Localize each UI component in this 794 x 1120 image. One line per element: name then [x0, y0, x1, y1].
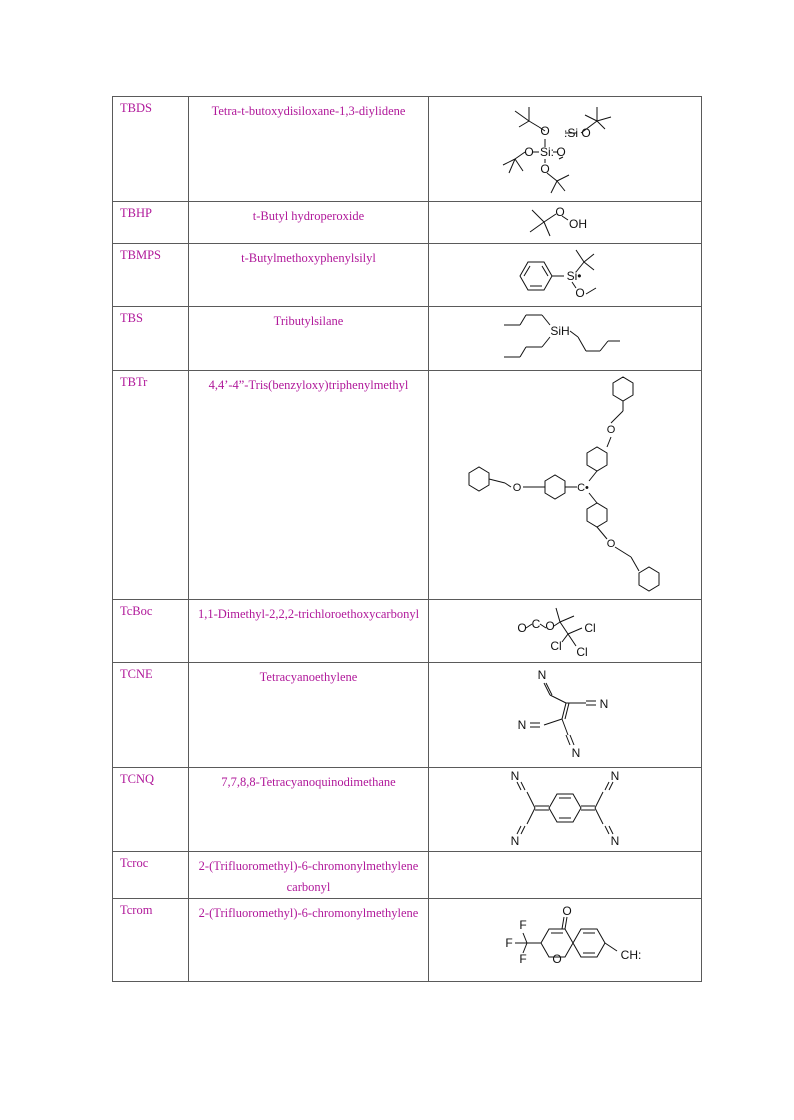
full-name: Tetracyanoethylene — [259, 670, 358, 684]
structure-cell — [429, 307, 702, 371]
table-row — [113, 307, 702, 371]
tbds-oxygen-1: O — [540, 124, 550, 138]
tbhp-hydroxyl: OH — [569, 217, 587, 231]
tcboc-chlorine-3: Cl — [576, 645, 588, 659]
full-name-cell — [189, 307, 429, 371]
tbds-oxygen-2: O — [581, 126, 591, 140]
abbreviation: Tcrom — [120, 903, 153, 917]
abbreviation-cell — [113, 899, 189, 982]
full-name: Tetra-t-butoxydisiloxane-1,3-diylidene — [211, 104, 406, 118]
structure-cell — [429, 663, 702, 768]
tbtr-oxygen-3: O — [606, 538, 616, 550]
full-name: 2-(Trifluoromethyl)-6-chromonylmethylene — [198, 906, 419, 920]
structure-cell — [429, 371, 702, 600]
structure-cell — [429, 768, 702, 852]
structure-cell — [429, 244, 702, 307]
tbhp-structure — [520, 202, 610, 242]
full-name: Tributylsilane — [273, 314, 344, 328]
structure-cell — [429, 600, 702, 663]
abbreviation-cell — [113, 600, 189, 663]
tbds-oxygen-4: O — [556, 145, 566, 159]
tcboc-chlorine-1: Cl — [584, 621, 596, 635]
abbreviation: TCNE — [120, 667, 153, 681]
table-row — [113, 202, 702, 244]
table-row — [113, 371, 702, 600]
full-name-cell — [189, 600, 429, 663]
table-row — [113, 244, 702, 307]
tbhp-oxygen: O — [555, 205, 565, 219]
table-row — [113, 852, 702, 899]
tcrom-fluorine-2: F — [505, 936, 513, 950]
tbtr-oxygen-1: O — [606, 424, 616, 436]
tcrom-ring-oxygen: O — [552, 952, 562, 966]
abbreviation-cell — [113, 852, 189, 899]
tcrom-structure — [485, 899, 645, 979]
tcboc-structure — [510, 600, 620, 660]
abbreviation-cell — [113, 307, 189, 371]
tcne-structure — [510, 663, 620, 763]
table-row — [113, 600, 702, 663]
tcne-nitrogen-3: N — [517, 718, 527, 732]
tcne-nitrogen-4: N — [571, 746, 581, 760]
abbreviation-cell — [113, 371, 189, 600]
abbreviation-cell — [113, 202, 189, 244]
full-name-cell — [189, 202, 429, 244]
table-row — [113, 768, 702, 852]
tbds-silicon-2: :Si — [563, 126, 579, 140]
abbreviation: TBMPS — [120, 248, 161, 262]
tbmps-structure — [510, 244, 620, 304]
tcnq-structure — [495, 768, 635, 848]
tbds-silicon-1: Si: — [539, 145, 555, 159]
abbreviation: TcBoc — [120, 604, 153, 618]
full-name-cell — [189, 663, 429, 768]
full-name-cell — [189, 371, 429, 600]
tcrom-fluorine-3: F — [519, 952, 527, 966]
table-row — [113, 97, 702, 202]
tbtr-oxygen-2: O — [512, 482, 522, 494]
tbmps-silicon-radical: Si• — [566, 269, 582, 283]
tbtr-carbon-radical: C• — [577, 482, 589, 494]
tcboc-chlorine-2: Cl — [550, 639, 562, 653]
full-name-cell — [189, 852, 429, 899]
tcrom-methylidyne: CH: — [620, 948, 642, 962]
full-name: 1,1-Dimethyl-2,2,2-trichloroethoxycarbonyl — [197, 607, 420, 621]
abbreviation: TBTr — [120, 375, 148, 389]
structure-cell — [429, 202, 702, 244]
abbreviation: TBHP — [120, 206, 152, 220]
full-name-cell — [189, 244, 429, 307]
full-name: 7,7,8,8-Tetracyanoquinodimethane — [221, 775, 396, 789]
tcnq-nitrogen-4: N — [610, 834, 620, 848]
tcrom-fluorine-1: F — [519, 918, 527, 932]
table-row — [113, 663, 702, 768]
abbreviation: TCNQ — [120, 772, 155, 786]
abbreviation-cell — [113, 768, 189, 852]
tcboc-carbon: C — [531, 617, 541, 631]
tcnq-nitrogen-2: N — [510, 834, 520, 848]
full-name: t-Butylmethoxyphenylsilyl — [241, 251, 376, 265]
structure-cell — [429, 97, 702, 202]
tcnq-nitrogen-1: N — [510, 769, 520, 783]
tbds-oxygen-3: O — [524, 145, 534, 159]
tbds-oxygen-5: O — [540, 162, 550, 176]
abbreviation-table — [112, 96, 702, 982]
tbmps-oxygen: O — [575, 286, 585, 300]
abbreviation: TBS — [120, 311, 143, 325]
tcboc-oxygen-1: O — [517, 621, 527, 635]
tcne-nitrogen-2: N — [599, 697, 609, 711]
full-name: 2-(Trifluoromethyl)-6-chromonylmethylene carbonyl — [198, 859, 419, 894]
full-name-cell — [189, 899, 429, 982]
abbreviation: TBDS — [120, 101, 152, 115]
tbds-structure — [495, 97, 635, 197]
tbs-silane: SiH — [550, 324, 570, 338]
structure-cell — [429, 899, 702, 982]
tbs-structure — [500, 307, 630, 367]
abbreviation-cell — [113, 663, 189, 768]
abbreviation-cell — [113, 244, 189, 307]
full-name: t-Butyl hydroperoxide — [252, 209, 365, 223]
table-row — [113, 899, 702, 982]
full-name-cell — [189, 768, 429, 852]
tcrom-carbonyl-oxygen: O — [562, 904, 572, 918]
full-name-cell — [189, 97, 429, 202]
tcne-nitrogen-1: N — [537, 668, 547, 682]
tbtr-structure — [455, 371, 675, 597]
tcboc-oxygen-2: O — [545, 619, 555, 633]
full-name: 4,4’-4”-Tris(benzyloxy)triphenylmethyl — [208, 378, 409, 392]
tcnq-nitrogen-3: N — [610, 769, 620, 783]
abbreviation-cell — [113, 97, 189, 202]
structure-cell — [429, 852, 702, 899]
abbreviation: Tcroc — [120, 856, 149, 870]
